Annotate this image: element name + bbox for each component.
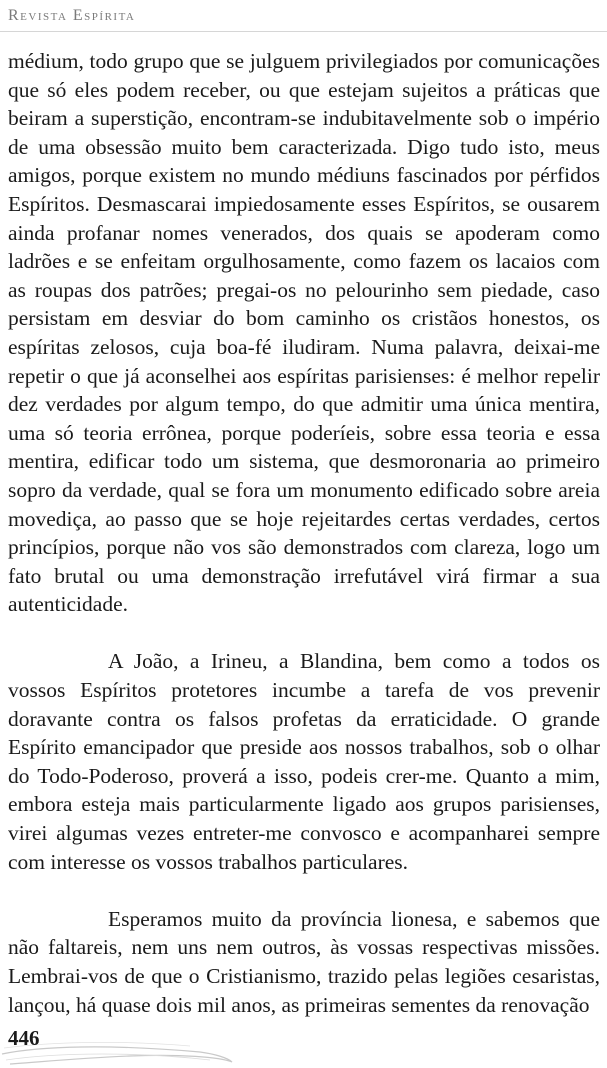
page-number: 446 bbox=[8, 1026, 40, 1050]
running-title: Revista Espírita bbox=[8, 7, 136, 24]
paragraph: A João, a Irineu, a Blandina, bem como a todos os vossos Espíritos protetores incumbe a tarefa de vos prevenir doravante contra os falsos profetas da erraticidade. O grande Espírito emancipador que preside aos nossos trabalhos, sob o olhar do Todo-Poderoso, proverá a isso, podeis crer-me. Quanto a mim, embora esteja mais particularmente ligado aos grupos parisienses, virei algumas vezes entreter-me convosco e acompanharei sempre com interesse os vossos trabalhos particulares. bbox=[8, 649, 600, 874]
paragraph: Esperamos muito da província lionesa, e sabemos que não faltareis, nem uns nem outros, às vossas respectivas missões. Lembrai-vos de que o Cristianismo, trazido pelas legiões cesaristas, lançou, há quase dois mil anos, as primeiras sementes da renovação bbox=[8, 906, 600, 1017]
page-body bbox=[8, 47, 600, 1019]
paragraph-continued: médium, todo grupo que se julguem privilegiados por comunicações que só eles podem receber, ou que estejam sujeitos a práticas que beiram a superstição, encontram-se indubitavelmente sob o império de uma obsessão muito bem caracterizada. Digo tudo isto, meus amigos, porque existem no mundo médiuns fascinados por pérfidos Espíritos. Desmascarai impiedosamente esses Espíritos, se ousarem ainda profanar nomes venerados, dos quais se apoderam como ladrões e se enfeitam orgulhosamente, como fazem os lacaios com as roupas dos patrões; pregai-os no pelourinho sem piedade, caso persistam em desviar do bom caminho os cristãos honestos, os espíritas zelosos, cuja boa-fé iludiram. Numa palavra, deixai-me repetir o que já aconselhei aos espíritas parisienses: é melhor repelir dez verdades por algum tempo, do que admitir uma única mentira, uma só teoria errônea, porque poderíeis, sobre essa teoria e essa mentira, edificar todo um sistema, que desmoronaria ao primeiro sopro da verdade, qual se fora um monumento edificado sobre areia movediça, ao passo que se hoje rejeitardes certas verdades, certos princípios, porque não vos são demonstrados com clareza, logo um fato brutal ou uma demonstração irrefutável virá firmar a sua autenticidade. bbox=[8, 49, 600, 617]
header-divider bbox=[0, 31, 607, 32]
